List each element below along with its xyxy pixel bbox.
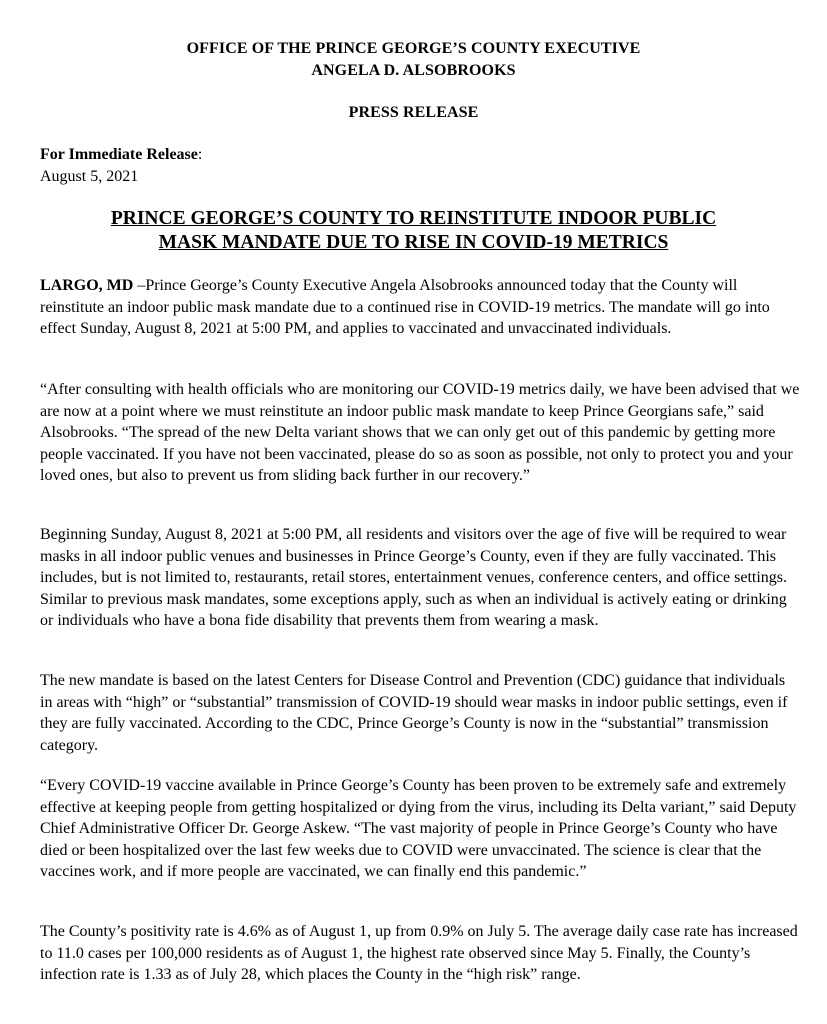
release-info — [40, 144, 202, 188]
body-paragraph-1 — [40, 275, 800, 340]
body-paragraph-5: “Every COVID-19 vaccine available in Prince George’s County has been proven to be extremely safe and extremely effective at keeping people from getting hospitalized or dying from the virus, including its Delta variant,” said Deputy Chief Administrative Officer Dr. George Askew. “The vast majority of people in Prince George’s County who have died or been hospitalized over the last few weeks due to COVID were unvaccinated. The science is clear that the vaccines work, and if more people are vaccinated, we can finally end this pandemic.” — [40, 777, 797, 881]
paragraph-1-text: –Prince George’s County Executive Angela Alsobrooks announced today that the County will reinstitute an indoor public mask mandate due to a continued rise in COVID-19 metrics. The mandate will go into effect Sunday, August 8, 2021 at 5:00 PM, and applies to vaccinated and unvaccinated individuals. — [40, 277, 770, 338]
office-heading: OFFICE OF THE PRINCE GEORGE’S COUNTY EXECUTIVE — [186, 40, 641, 57]
release-date: August 5, 2021 — [40, 168, 139, 185]
headline-line-2: MASK MANDATE DUE TO RISE IN COVID-19 METRICS — [158, 232, 669, 253]
headline-line-1: PRINCE GEORGE’S COUNTY TO REINSTITUTE INDOOR PUBLIC — [110, 208, 717, 229]
body-paragraph-6: The County’s positivity rate is 4.6% as of August 1, up from 0.9% on July 5. The average daily case rate has increased to 11.0 cases per 100,000 residents as of August 1, the highest rate observed since May 5. Finally, the County’s infection rate is 1.33 as of July 28, which places the County in the “high risk” range. — [40, 923, 798, 984]
document-type-heading: PRESS RELEASE — [348, 104, 479, 121]
release-label-colon: : — [197, 146, 203, 163]
body-paragraph-3: Beginning Sunday, August 8, 2021 at 5:00 PM, all residents and visitors over the age of five will be required to wear masks in all indoor public venues and businesses in Prince George’s County, even if they are fully vaccinated. This includes, but is not limited to, restaurants, retail stores, entertainment venues, conference centers, and office settings. Similar to previous mask mandates, some exceptions apply, such as when an individual is actively eating or drinking or individuals who have a bona fide disability that prevents them from wearing a mask. — [40, 526, 788, 630]
body-paragraph-2: “After consulting with health officials who are monitoring our COVID-19 metrics daily, we have been advised that we are now at a point where we must reinstitute an indoor public mask mandate to keep Prince Georgians safe,” said Alsobrooks. “The spread of the new Delta variant shows that we can only get out of this pandemic by getting more people vaccinated. If you have not been vaccinated, please do so as soon as possible, not only to protect you and your loved ones, but also to prevent us from sliding back further in our recovery.” — [40, 381, 800, 485]
body-paragraph-4: The new mandate is based on the latest Centers for Disease Control and Prevention (CDC) guidance that individuals in areas with “high” or “substantial” transmission of COVID-19 should wear masks in indoor public settings, even if they are fully vaccinated. According to the CDC, Prince George’s County is now in the “substantial” transmission category. — [40, 672, 788, 754]
release-label: For Immediate Release — [40, 146, 198, 163]
executive-name: ANGELA D. ALSOBROOKS — [311, 62, 516, 79]
release-label-line — [40, 144, 202, 166]
headline — [0, 207, 827, 255]
dateline: LARGO, MD — [40, 277, 134, 294]
